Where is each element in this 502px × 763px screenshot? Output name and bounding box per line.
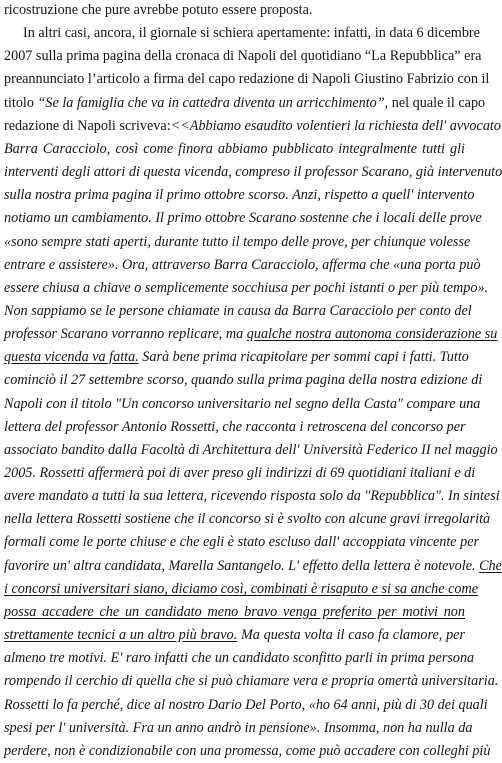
text-run: Ma questa volta il caso fa clamore, per bbox=[237, 627, 466, 644]
text-line bbox=[4, 507, 491, 531]
text-line bbox=[4, 160, 502, 184]
text-run: lettera del professor Antonio Rossetti, che racconta i retroscena del concorso per bbox=[4, 418, 466, 435]
text-line bbox=[4, 368, 483, 392]
text-line bbox=[4, 600, 465, 624]
text-run: avere mandato a tutti la sua lettera, ricevendo risposta solo da "Repubblica". In sintesi bbox=[4, 488, 500, 505]
text-line bbox=[4, 137, 465, 161]
text-line bbox=[4, 646, 475, 670]
text-run: almeno tre motivi. E' raro infatti che un candidato sconfitto parli in prima persona bbox=[4, 650, 475, 667]
text-line bbox=[4, 299, 472, 323]
text-line bbox=[4, 322, 498, 346]
text-run: «sono sempre stati aperti, durante tutto il tempo delle prove, per chiunque volesse bbox=[4, 233, 471, 250]
text-line bbox=[4, 392, 481, 416]
text-run: Barra Caracciolo, così come finora abbiamo pubblicato integralmente tutti gli bbox=[4, 140, 465, 157]
text-line bbox=[4, 530, 480, 554]
text-line bbox=[4, 206, 482, 230]
text-run: Rossetti lo fa perché, dice al nostro Dario Del Porto, «ho 64 anni, più di 30 dei quali bbox=[4, 696, 488, 713]
text-run: formali come le porte chiuse e che egli è stato escluso dall' accoppiata vincente per bbox=[4, 534, 480, 551]
text-line bbox=[4, 669, 499, 693]
text-line bbox=[4, 554, 502, 578]
text-line bbox=[4, 577, 479, 601]
text-run: <<Abbiamo esaudito volentieri la richiesta dell' avvocato bbox=[170, 117, 501, 134]
text-run: nella lettera Rossetti sostiene che il concorso si è svolto con alcune gravi irregolarità bbox=[4, 511, 491, 528]
text-run: “Se la famiglia che va in cattedra diventa un arricchimento” bbox=[37, 94, 385, 111]
text-line bbox=[4, 623, 465, 647]
text-line bbox=[4, 484, 500, 508]
text-run: redazione di Napoli scriveva: bbox=[4, 117, 171, 134]
text-run: In altri casi, ancora, il giornale si schiera apertamente: infatti, in data 6 dicembre bbox=[23, 25, 480, 42]
text-run: , nel quale il capo bbox=[384, 94, 486, 111]
text-line bbox=[4, 345, 469, 369]
text-line bbox=[4, 183, 475, 207]
text-line bbox=[4, 438, 498, 462]
text-line bbox=[4, 67, 490, 91]
text-run: ricostruzione che pure avrebbe potuto essere proposta. bbox=[4, 2, 313, 18]
text-line bbox=[4, 91, 486, 115]
underlined-text: qualche nostra autonoma considerazione su bbox=[246, 326, 498, 343]
text-run: 2007 sulla prima pagina della cronaca di Napoli del quotidiano “La Repubblica” era bbox=[4, 48, 482, 65]
text-line bbox=[4, 415, 465, 439]
text-run: Non sappiamo se le persone chiamate in causa da Barra Caracciolo per conto del bbox=[4, 302, 472, 319]
underlined-text: questa vicenda va fatta. bbox=[4, 349, 139, 366]
text-line bbox=[4, 253, 481, 277]
underlined-text: possa accadere che un candidato meno bravo venga preferito per motivi non bbox=[4, 603, 465, 620]
text-line bbox=[4, 461, 476, 485]
text-run: 2005. Rossetti affermerà poi di aver preso gli indirizzi di 69 quotidiani italiani e di bbox=[4, 465, 476, 481]
text-line bbox=[4, 230, 471, 254]
text-line bbox=[4, 693, 488, 717]
text-run: professor Scarano vorranno replicare, ma bbox=[4, 326, 247, 343]
text-run: favorire un' altra candidata, Marella Santangelo. L' effetto della lettera è notevole. bbox=[4, 557, 480, 574]
text-run: rompendo il cerchio di quella che si può chiamare vera e propria omertà universitaria. bbox=[4, 673, 499, 690]
text-run: Sarà bene prima ricapitolare per sommi capi i fatti. Tutto bbox=[138, 349, 469, 366]
text-line bbox=[4, 0, 465, 22]
text-line bbox=[23, 21, 480, 45]
text-run: titolo bbox=[4, 94, 38, 111]
text-line bbox=[4, 44, 482, 68]
text-run: perdere, non è condizionabile con una promessa, come può accadere con colleghi più bbox=[4, 742, 491, 759]
text-run: preannunciato l’articolo a firma del capo redazione di Napoli Giustino Fabrizio con il bbox=[4, 71, 490, 88]
text-line bbox=[4, 276, 489, 300]
text-run: spesi per l' università. Fra un anno andrò in pensione». Insomma, non ha nulla da bbox=[4, 719, 473, 736]
text-run: interventi degli attori di questa vicenda, compreso il professor Scarano, già intervenuto bbox=[4, 164, 502, 181]
text-line bbox=[4, 739, 491, 763]
text-run: cominciò il 27 settembre scorso, quando sulla prima pagina della nostra edizione di bbox=[4, 372, 483, 389]
text-run: essere chiusa a chiave o semplicemente socchiusa per pochi istanti o per più tempo». bbox=[4, 279, 489, 296]
text-run: notiamo un cambiamento. Il primo ottobre Scarano sostenne che i locali delle prove bbox=[4, 210, 482, 227]
text-line bbox=[4, 716, 473, 740]
text-line bbox=[4, 114, 501, 138]
underlined-text: i concorsi universitari siano, diciamo così, combinati è risaputo e si sa anche come bbox=[4, 580, 479, 597]
text-run: sulla nostra prima pagina il primo ottobre scorso. Anzi, rispetto a quell' intervento bbox=[4, 187, 475, 204]
text-run: Napoli con il titolo "Un concorso universitario nel segno della Casta" compare una bbox=[4, 395, 481, 412]
text-run: associato bandito dalla Facoltà di Architettura dell' Università Federico II nel maggio bbox=[4, 441, 498, 458]
text-run: entrare e assistere». Ora, attraverso Barra Caracciolo, afferma che «una porta può bbox=[4, 256, 481, 273]
underlined-text: Che bbox=[479, 557, 502, 574]
underlined-text: strettamente tecnici a un altro più bravo. bbox=[4, 627, 238, 644]
